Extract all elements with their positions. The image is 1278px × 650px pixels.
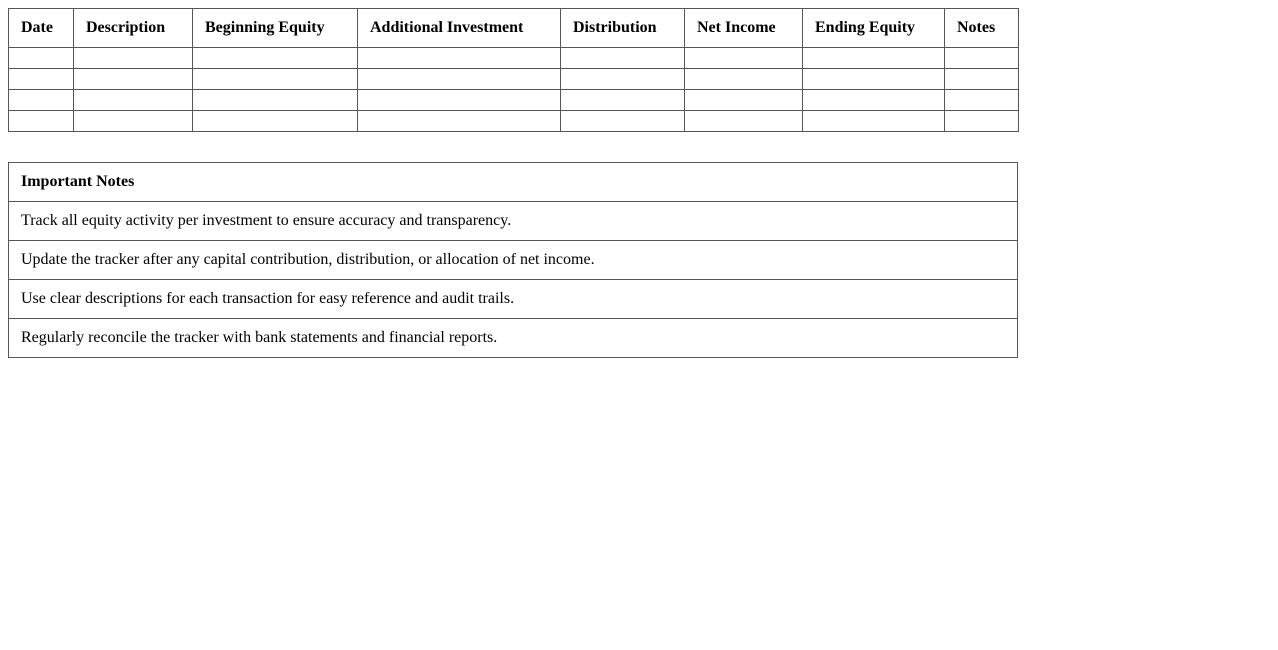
table-cell[interactable] xyxy=(945,69,1019,90)
note-item: Regularly reconcile the tracker with bank statements and financial reports. xyxy=(9,319,1018,358)
notes-row xyxy=(9,319,1018,358)
table-row xyxy=(9,111,1019,132)
column-header-date: Date xyxy=(9,9,74,48)
column-header-beginning-equity: Beginning Equity xyxy=(193,9,358,48)
table-cell[interactable] xyxy=(945,90,1019,111)
table-cell[interactable] xyxy=(685,111,803,132)
table-cell[interactable] xyxy=(9,69,74,90)
table-cell[interactable] xyxy=(803,111,945,132)
table-cell[interactable] xyxy=(685,69,803,90)
table-row xyxy=(9,69,1019,90)
table-cell[interactable] xyxy=(193,90,358,111)
table-cell[interactable] xyxy=(193,69,358,90)
note-item: Update the tracker after any capital contribution, distribution, or allocation of net income. xyxy=(9,241,1018,280)
notes-header-row xyxy=(9,163,1018,202)
column-header-additional-investment: Additional Investment xyxy=(358,9,561,48)
table-cell[interactable] xyxy=(945,48,1019,69)
table-cell[interactable] xyxy=(9,111,74,132)
column-header-distribution: Distribution xyxy=(561,9,685,48)
table-cell[interactable] xyxy=(74,111,193,132)
table-row xyxy=(9,48,1019,69)
important-notes-table xyxy=(8,162,1018,358)
table-cell[interactable] xyxy=(358,90,561,111)
note-item: Use clear descriptions for each transaction for easy reference and audit trails. xyxy=(9,280,1018,319)
table-cell[interactable] xyxy=(803,90,945,111)
table-cell[interactable] xyxy=(358,48,561,69)
table-cell[interactable] xyxy=(358,111,561,132)
column-header-net-income: Net Income xyxy=(685,9,803,48)
column-header-ending-equity: Ending Equity xyxy=(803,9,945,48)
table-cell[interactable] xyxy=(561,90,685,111)
table-cell[interactable] xyxy=(561,69,685,90)
table-cell[interactable] xyxy=(74,69,193,90)
table-row xyxy=(9,90,1019,111)
table-cell[interactable] xyxy=(803,69,945,90)
notes-title: Important Notes xyxy=(9,163,1018,202)
table-cell[interactable] xyxy=(74,48,193,69)
table-cell[interactable] xyxy=(193,48,358,69)
table-cell[interactable] xyxy=(358,69,561,90)
notes-row xyxy=(9,241,1018,280)
column-header-notes: Notes xyxy=(945,9,1019,48)
notes-row xyxy=(9,280,1018,319)
notes-row xyxy=(9,202,1018,241)
table-cell[interactable] xyxy=(9,48,74,69)
table-cell[interactable] xyxy=(9,90,74,111)
note-item: Track all equity activity per investment to ensure accuracy and transparency. xyxy=(9,202,1018,241)
table-cell[interactable] xyxy=(685,48,803,69)
table-header-row xyxy=(9,9,1019,48)
table-cell[interactable] xyxy=(74,90,193,111)
table-cell[interactable] xyxy=(561,111,685,132)
table-cell[interactable] xyxy=(803,48,945,69)
column-header-description: Description xyxy=(74,9,193,48)
equity-tracker-table xyxy=(8,8,1019,132)
table-cell[interactable] xyxy=(193,111,358,132)
table-cell[interactable] xyxy=(685,90,803,111)
table-cell[interactable] xyxy=(561,48,685,69)
table-cell[interactable] xyxy=(945,111,1019,132)
